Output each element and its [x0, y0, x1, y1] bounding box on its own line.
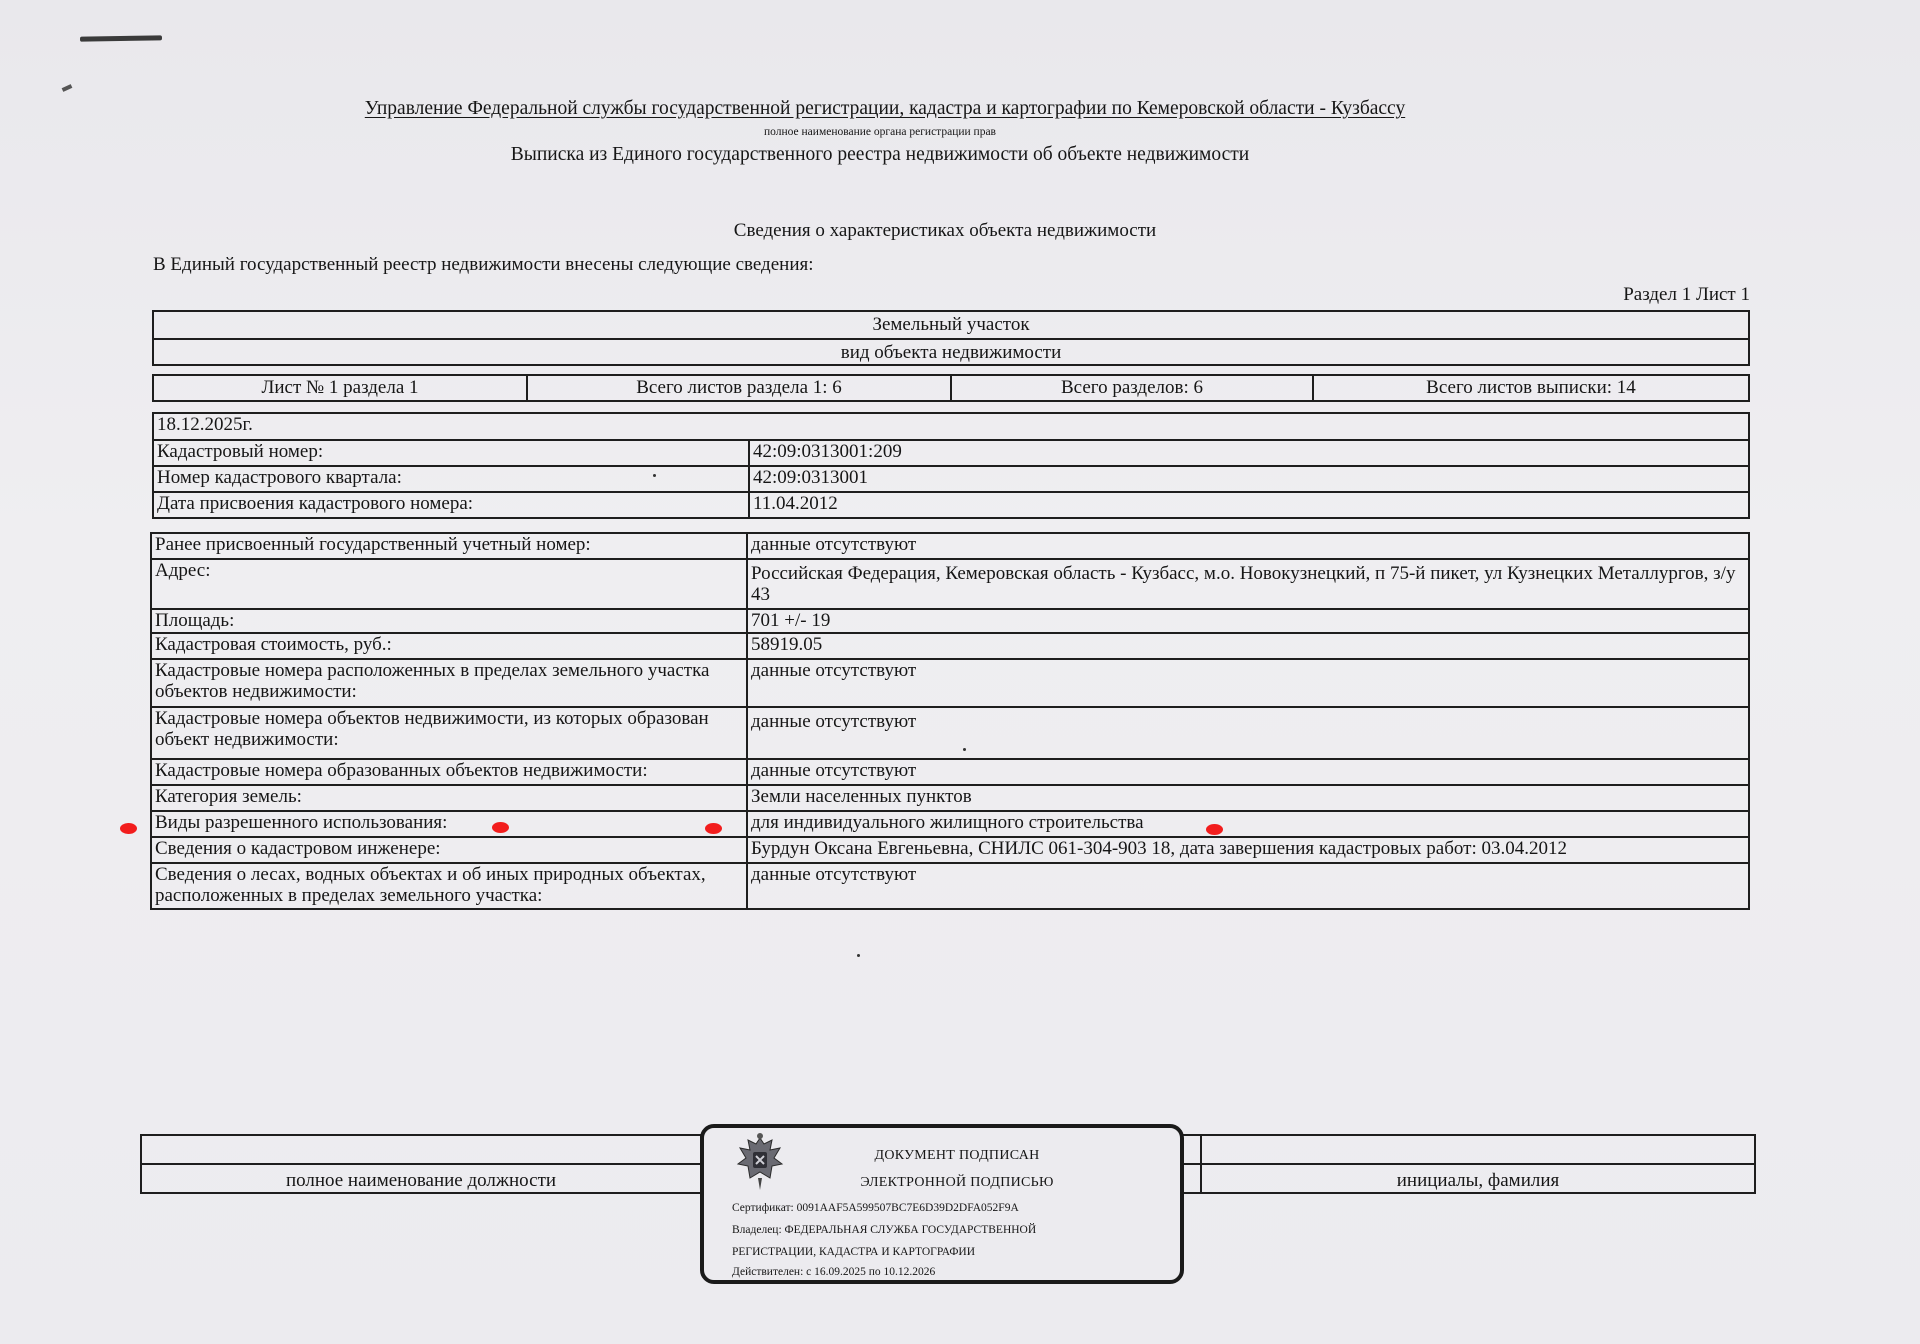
stamp-owner-line-1: Владелец: ФЕДЕРАЛЬНАЯ СЛУЖБА ГОСУДАРСТВЕННОЙ: [732, 1224, 1037, 1236]
row-label: Сведения о лесах, водных объектах и об иных природных объектах, расположенных в пределах земельного участка:: [151, 863, 747, 909]
sheet-number: Лист № 1 раздела 1: [261, 377, 419, 398]
section-sheets-count: Всего листов раздела 1: 6: [526, 376, 950, 400]
section-sheet-label: Раздел 1 Лист 1: [1623, 284, 1750, 305]
authority-caption: полное наименование органа регистрации прав: [764, 126, 996, 138]
object-type-caption: вид объекта недвижимости: [154, 338, 1748, 364]
sheet-info-row: [152, 374, 1750, 402]
row-value: для индивидуального жилищного строительства: [747, 811, 1749, 837]
row-label: Кадастровая стоимость, руб.:: [151, 633, 747, 659]
object-type-box: [152, 310, 1750, 366]
row-label: Ранее присвоенный государственный учетный номер:: [151, 533, 747, 559]
row-label: Кадастровые номера объектов недвижимости, из которых образован объект недвижимости:: [151, 707, 747, 759]
pen-mark: [80, 35, 162, 41]
table-row: [151, 863, 1749, 909]
date-row: [153, 413, 1749, 440]
table-row: [151, 837, 1749, 863]
intro-text: В Единый государственный реестр недвижимости внесены следующие сведения:: [153, 254, 814, 275]
table-row: [151, 533, 1749, 559]
stamp-validity: Действителен: с 16.09.2025 по 10.12.2026: [732, 1266, 936, 1278]
row-value: данные отсутствуют: [747, 759, 1749, 785]
stamp-owner-line-2: РЕГИСТРАЦИИ, КАДАСТРА И КАРТОГРАФИИ: [732, 1246, 976, 1258]
table-row: [153, 492, 1749, 518]
table-row: [151, 559, 1749, 609]
table-row: [151, 707, 1749, 759]
sections-count: Всего разделов: 6: [950, 376, 1312, 400]
row-value: 11.04.2012: [749, 492, 1749, 518]
row-value: данные отсутствуют: [747, 707, 1749, 759]
row-value: 58919.05: [747, 633, 1749, 659]
row-label: Номер кадастрового квартала:: [153, 466, 749, 492]
highlight-dot: [492, 822, 509, 833]
cadastral-table: [152, 412, 1750, 519]
stamp-heading-1: ДОКУМЕНТ ПОДПИСАН: [874, 1148, 1040, 1163]
electronic-signature-stamp: [700, 1124, 1184, 1284]
position-caption: полное наименование должности: [141, 1164, 701, 1193]
highlight-dot: [120, 823, 137, 834]
row-value: данные отсутствуют: [747, 863, 1749, 909]
paper-speck: [963, 748, 966, 751]
row-label: Кадастровый номер:: [153, 440, 749, 466]
row-label: Кадастровые номера расположенных в пределах земельного участка объектов недвижимости:: [151, 659, 747, 707]
row-label: Кадастровые номера образованных объектов недвижимости:: [151, 759, 747, 785]
row-label: Виды разрешенного использования:: [151, 811, 747, 837]
table-row: [153, 440, 1749, 466]
row-label: Дата присвоения кадастрового номера:: [153, 492, 749, 518]
highlight-dot: [705, 823, 722, 834]
row-label: Адрес:: [151, 559, 747, 609]
row-label: Категория земель:: [151, 785, 747, 811]
paper-speck: [857, 954, 860, 957]
extract-sheets-count: Всего листов выписки: 14: [1312, 376, 1748, 400]
highlight-dot: [1206, 824, 1223, 835]
row-value: 42:09:0313001: [749, 466, 1749, 492]
stamp-heading-2: ЭЛЕКТРОННОЙ ПОДПИСЬЮ: [860, 1175, 1054, 1190]
table-row: [151, 811, 1749, 837]
authority-name: Управление Федеральной службы государственной регистрации, кадастра и картографии по Кемеровской области - Кузбассу: [364, 98, 1406, 119]
object-type: Земельный участок: [872, 314, 1030, 335]
row-label: Сведения о кадастровом инженере:: [151, 837, 747, 863]
stamp-certificate: Сертификат: 0091AAF5A599507BC7E6D39D2DFA052F9A: [732, 1202, 1019, 1214]
extract-date: 18.12.2025г.: [153, 413, 1749, 440]
row-value: данные отсутствуют: [747, 659, 1749, 707]
characteristics-table: [150, 532, 1750, 910]
row-label: Площадь:: [151, 609, 747, 633]
row-value: Российская Федерация, Кемеровская область - Кузбасс, м.о. Новокузнецкий, п 75-й пикет, ул Кузнецких Металлургов, з/у 43: [747, 559, 1749, 609]
position-field: [141, 1135, 701, 1164]
table-row: [151, 785, 1749, 811]
row-value: Бурдун Оксана Евгеньевна, СНИЛС 061-304-903 18, дата завершения кадастровых работ: 03.04.2012: [747, 837, 1749, 863]
row-value: данные отсутствуют: [747, 533, 1749, 559]
name-field: [1201, 1135, 1755, 1164]
extract-title: Выписка из Единого государственного реестра недвижимости об объекте недвижимости: [510, 144, 1250, 165]
row-value: 701 +/- 19: [747, 609, 1749, 633]
name-caption: инициалы, фамилия: [1201, 1164, 1755, 1193]
row-value: Земли населенных пунктов: [747, 785, 1749, 811]
row-value: 42:09:0313001:209: [749, 440, 1749, 466]
table-row: [151, 609, 1749, 633]
pen-mark-small: [62, 84, 73, 92]
table-row: [153, 466, 1749, 492]
table-row: [151, 633, 1749, 659]
table-row: [151, 659, 1749, 707]
table-row: [151, 759, 1749, 785]
paper-speck: [653, 474, 656, 477]
section-title: Сведения о характеристиках объекта недвижимости: [733, 220, 1157, 241]
